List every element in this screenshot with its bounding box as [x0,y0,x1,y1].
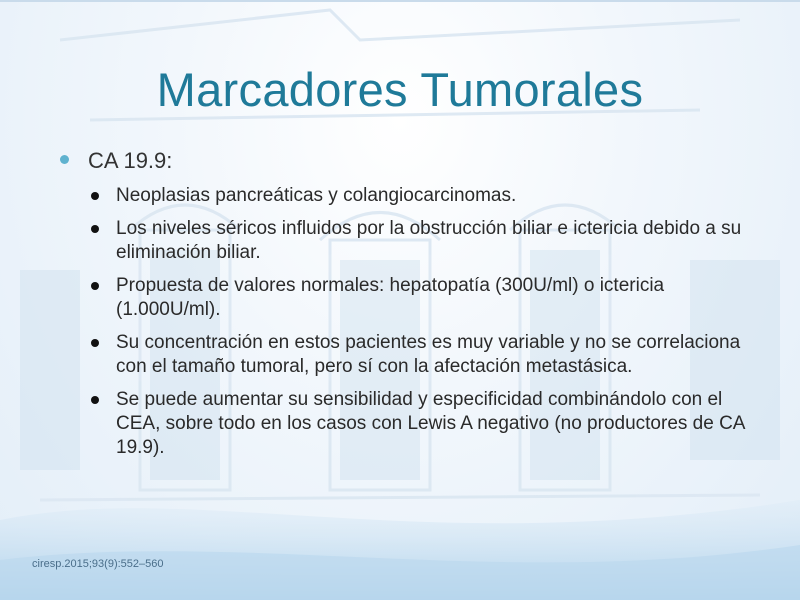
top-border [0,0,800,2]
bullet-list [60,146,760,469]
bullet-dot-icon [91,396,99,404]
list-item [60,184,760,208]
list-item [60,388,760,460]
bullet-dot-icon [91,282,99,290]
list-item [60,217,760,265]
list-item-text: Se puede aumentar su sensibilidad y especificidad combinándolo con el CEA, sobre todo en los casos con Lewis A negativo (no productores de CA 19.9). [116,389,745,458]
list-item-level1 [60,146,760,176]
list-item-text: Neoplasias pancreáticas y colangiocarcinomas. [116,185,517,206]
list-item-text: Los niveles séricos influidos por la obstrucción biliar e ictericia debido a su eliminación biliar. [116,218,742,263]
bullet-dot-icon [91,192,99,200]
bullet-dot-icon [91,225,99,233]
slide-title: Marcadores Tumorales [156,63,644,116]
list-item [60,274,760,322]
list-item-text: Su concentración en estos pacientes es muy variable y no se correlaciona con el tamaño tumoral, pero sí con la afectación metastásica. [116,332,741,377]
bullet-dot-icon [60,155,69,164]
list-item-text: CA 19.9: [88,148,173,173]
list-item-text: Propuesta de valores normales: hepatopatía (300U/ml) o ictericia (1.000U/ml). [116,275,665,320]
bullet-dot-icon [91,339,99,347]
list-item [60,331,760,379]
citation-footer: ciresp.2015;93(9):552–560 [32,558,164,570]
